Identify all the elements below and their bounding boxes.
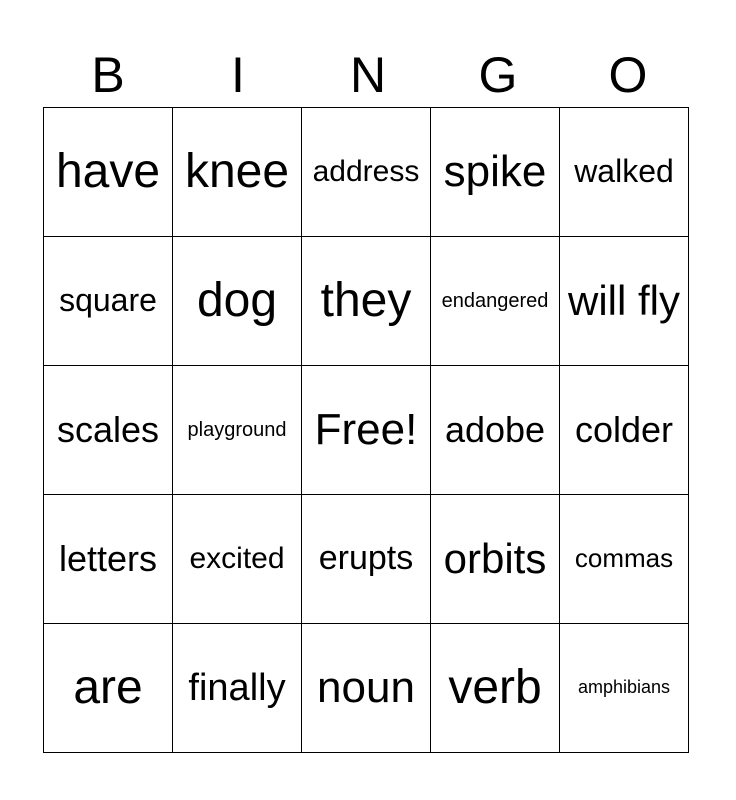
bingo-cell: have [44,108,173,237]
free-space-cell: Free! [302,366,431,495]
bingo-cell: excited [173,495,302,624]
board-row-5 [44,624,689,753]
bingo-cell: endangered [431,237,560,366]
bingo-cell: knee [173,108,302,237]
bingo-cell: they [302,237,431,366]
bingo-cell: dog [173,237,302,366]
bingo-cell: amphibians [560,624,689,753]
board-row-1 [44,108,689,237]
header-letter-g: G [478,47,518,103]
bingo-cell: are [44,624,173,753]
board-row-3 [44,366,689,495]
board-row-2 [44,237,689,366]
bingo-cell: walked [560,108,689,237]
bingo-cell: letters [44,495,173,624]
bingo-cell: square [44,237,173,366]
header-letter-b: B [91,47,125,103]
bingo-cell: erupts [302,495,431,624]
header-letter-n: N [349,47,387,103]
board-row-4 [44,495,689,624]
bingo-cell: address [302,108,431,237]
bingo-cell: playground [173,366,302,495]
bingo-cell: colder [560,366,689,495]
bingo-cell: commas [560,495,689,624]
bingo-cell: scales [44,366,173,495]
bingo-cell: verb [431,624,560,753]
bingo-cell: spike [431,108,560,237]
header-letter-i: I [231,47,245,103]
bingo-cell: finally [173,624,302,753]
bingo-cell: noun [302,624,431,753]
bingo-header [43,44,693,106]
header-letter-o: O [608,47,648,103]
bingo-cell: orbits [431,495,560,624]
bingo-board [43,107,689,753]
bingo-cell: adobe [431,366,560,495]
bingo-cell: will fly [560,237,689,366]
